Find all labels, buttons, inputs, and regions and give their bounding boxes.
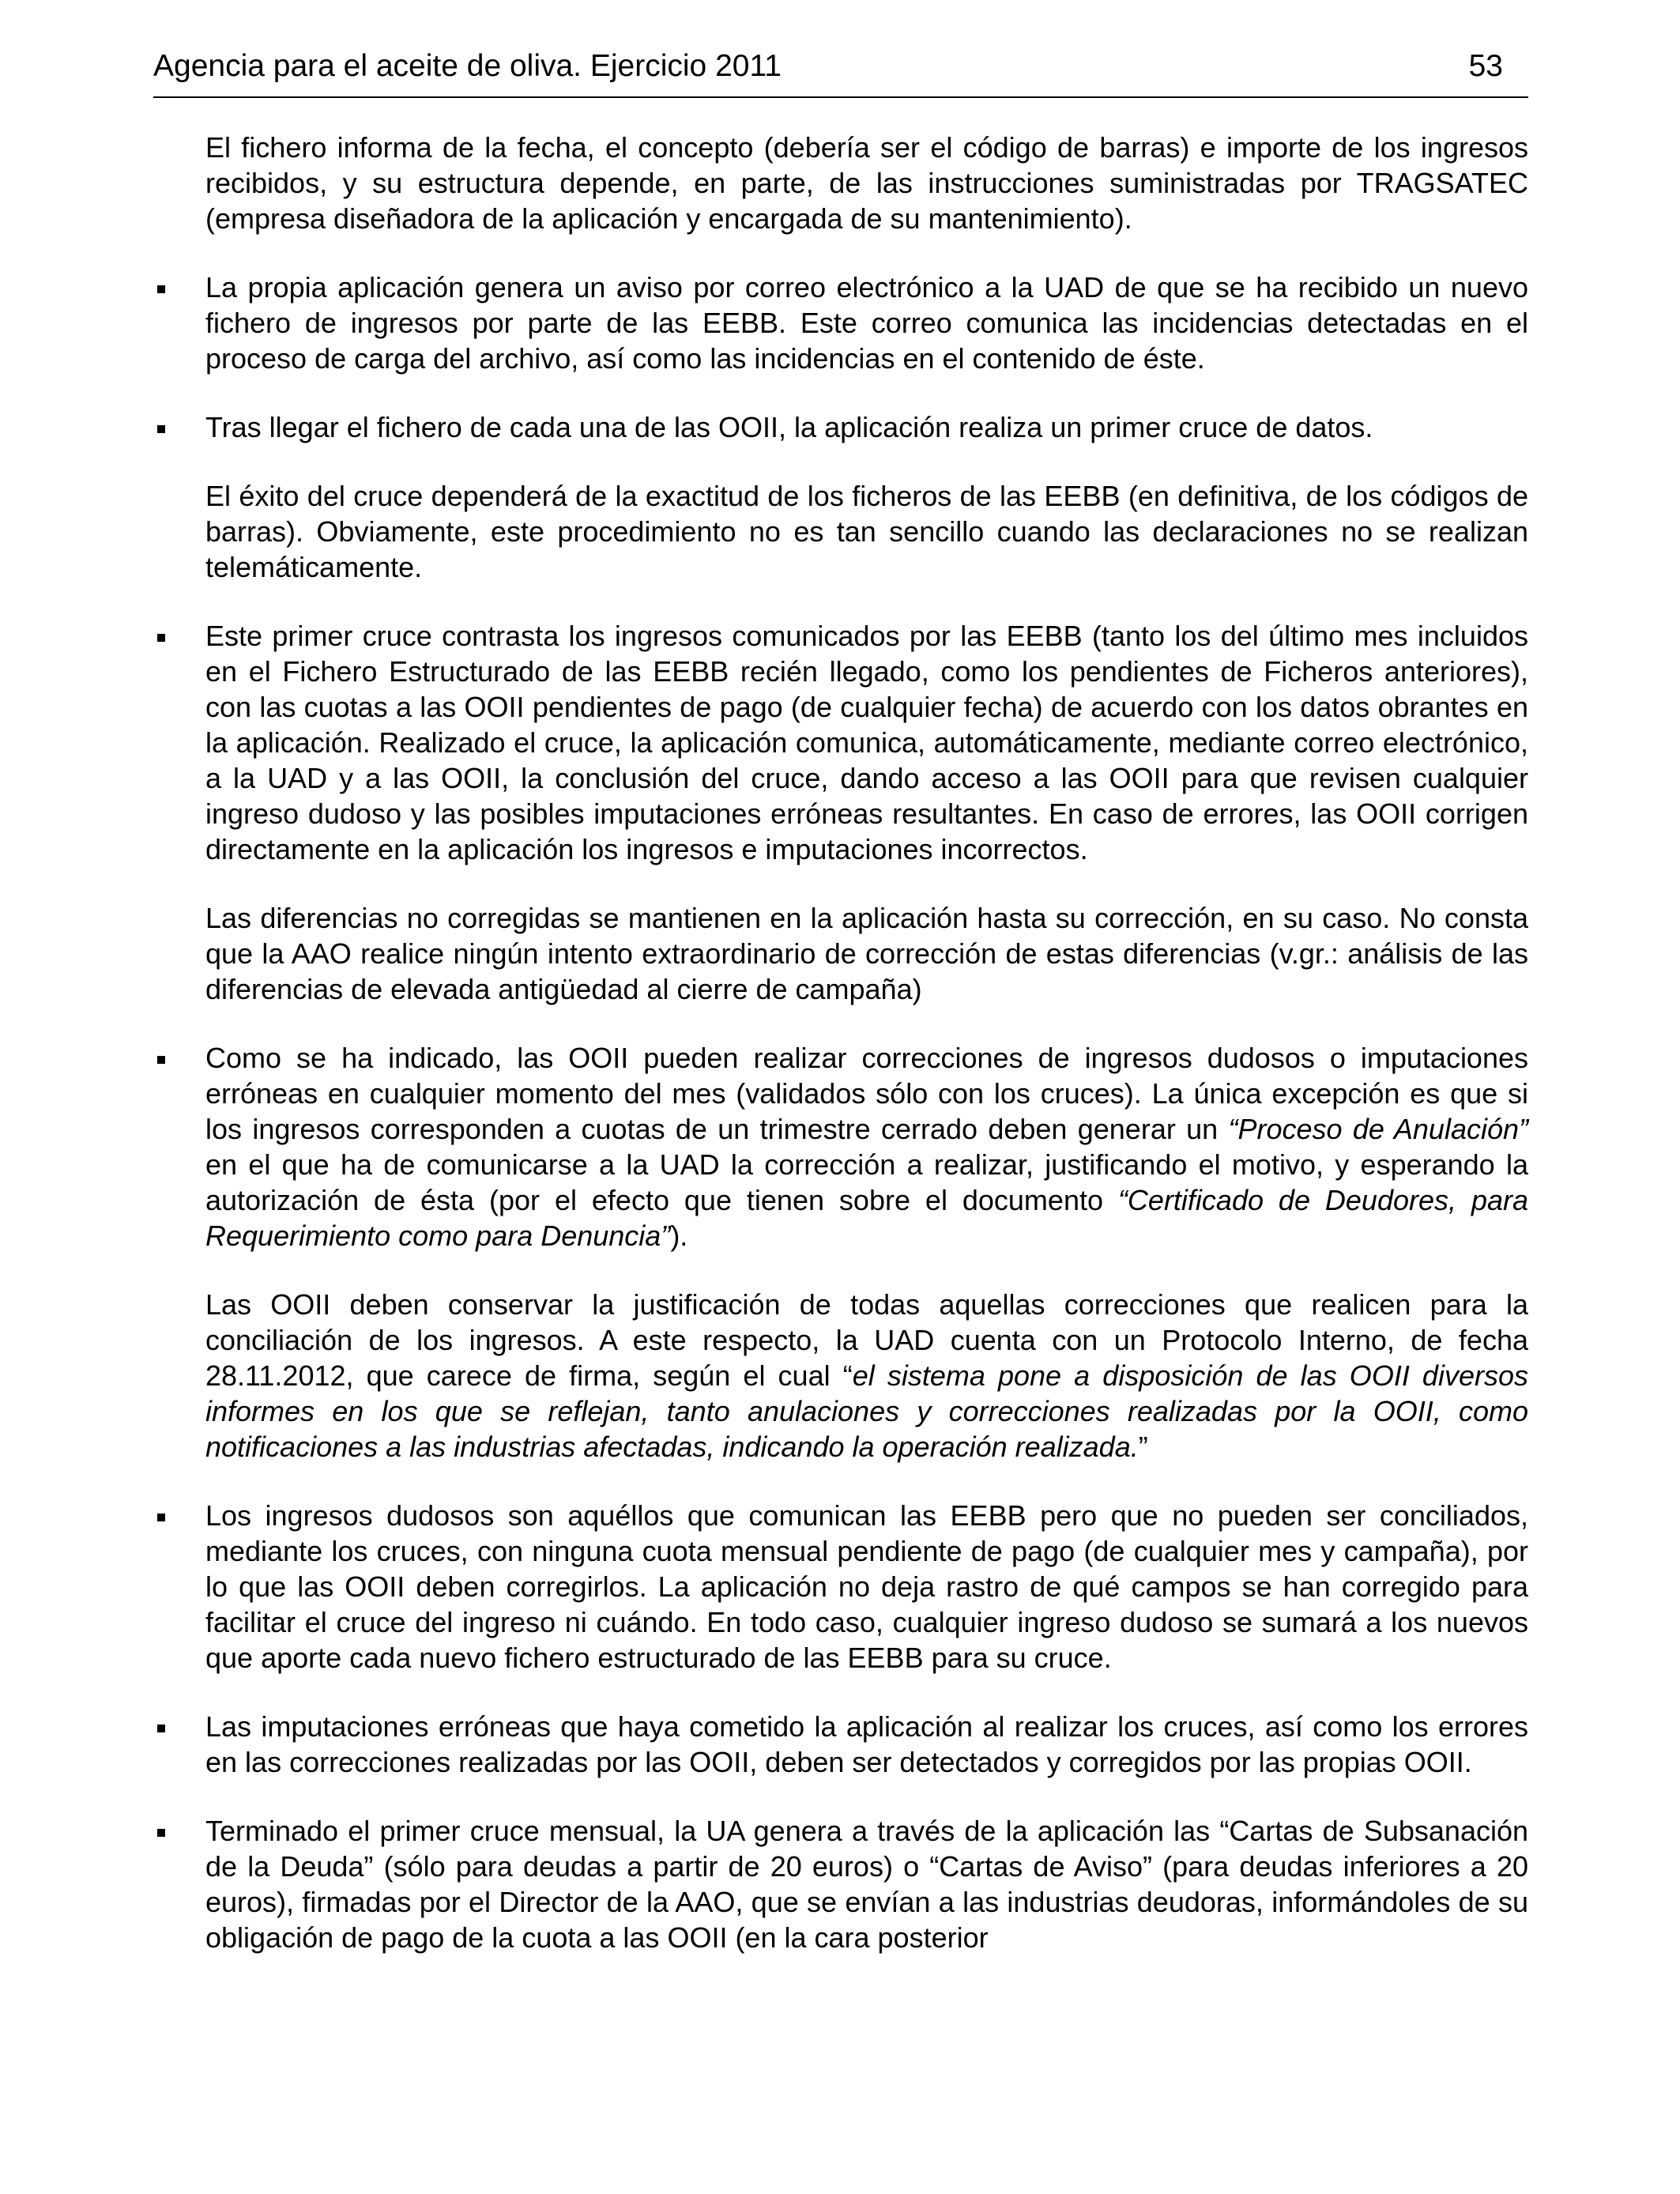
square-bullet-icon [157, 285, 165, 293]
paragraph: Este primer cruce contrasta los ingresos comunicados por las EEBB (tanto los del último mes incluidos en el Fichero Estructurado de las EEBB recién llegado, como los pendientes de Ficheros anteriores), con las cuotas a las OOII pendientes de pago (de cualquier fecha) de acuerdo con los datos obrantes en la aplicación. Realizado el cruce, la aplicación comunica, automáticamente, mediante correo electrónico, a la UAD y a las OOII, la conclusión del cruce, dando acceso a las OOII para que revisen cualquier ingreso dudoso y las posibles imputaciones erróneas resultantes. En caso de errores, las OOII corrigen directamente en la aplicación los ingresos e imputaciones incorrectos. [205, 620, 1528, 865]
square-bullet-icon [157, 1514, 165, 1521]
paragraph: Tras llegar el fichero de cada una de las OOII, la aplicación realiza un primer cruce de datos. [205, 411, 1373, 443]
bullet-item-5 [155, 1498, 1528, 1676]
page-number: 53 [1468, 49, 1503, 83]
bullet-item-3 [155, 618, 1528, 1007]
paragraph: Los ingresos dudosos son aquéllos que comunican las EEBB pero que no pueden ser conciliados, mediante los cruces, con ninguna cuota mensual pendiente de pago (de cualquier mes y campaña), por lo que las OOII deben corregirlos. La aplicación no deja rastro de qué campos se han corregido para facilitar el cruce del ingreso ni cuándo. En todo caso, cualquier ingreso dudoso se sumará a los nuevos que aporte cada nuevo fichero estructurado de las EEBB para su cruce. [205, 1499, 1528, 1674]
paragraph: Las diferencias no corregidas se mantienen en la aplicación hasta su corrección, en su caso. No consta que la AAO realice ningún intento extraordinario de corrección de estas diferencias (v.gr.: análisis de las diferencias de elevada antigüedad al cierre de campaña) [205, 902, 1528, 1005]
square-bullet-icon [157, 634, 165, 642]
square-bullet-icon [157, 425, 165, 433]
italic-text-run: “Certificado de Deudores, para Requerimiento como para Denuncia” [205, 1184, 1528, 1252]
page-content [155, 130, 1528, 1989]
text-run: ” [1138, 1431, 1148, 1463]
paragraph: La propia aplicación genera un aviso por correo electrónico a la UAD de que se ha recibido un nuevo fichero de ingresos por parte de las EEBB. Este correo comunica las incidencias detectadas en el proceso de carga del archivo, así como las incidencias en el contenido de éste. [205, 271, 1528, 375]
bullet-item-6 [155, 1709, 1528, 1780]
paragraph: Las imputaciones erróneas que haya cometido la aplicación al realizar los cruces, así como los errores en las correcciones realizadas por las OOII, deben ser detectados y corregidos por las propias OOII. [205, 1710, 1528, 1778]
square-bullet-icon [157, 1829, 165, 1837]
page-header [153, 47, 1528, 98]
text-run: Las OOII deben conservar la justificación de todas aquellas correcciones que realicen para la conciliación de los ingresos. A este respecto, la UAD cuenta con un Protocolo Interno, de fecha 28.11.2012, que carece de firma, según el cual “ [205, 1288, 1528, 1392]
paragraph [205, 1287, 1528, 1465]
text-run: ). [670, 1220, 688, 1252]
intro-paragraph: El fichero informa de la fecha, el concepto (debería ser el código de barras) e importe de los ingresos recibidos, y su estructura depende, en parte, de las instrucciones suministradas por TRAGSATEC (empresa diseñadora de la aplicación y encargada de su mantenimiento). [205, 131, 1528, 235]
header-title: Agencia para el aceite de oliva. Ejercicio 2011 [153, 49, 782, 83]
text-run: en el que ha de comunicarse a la UAD la corrección a realizar, justificando el motivo, y esperando la autorización de ésta (por el efecto que tienen sobre el documento [205, 1148, 1528, 1216]
italic-text-run: “Proceso de Anulación” [1228, 1113, 1528, 1145]
paragraph: El éxito del cruce dependerá de la exactitud de los ficheros de las EEBB (en definitiva, de los códigos de barras). Obviamente, este procedimiento no es tan sencillo cuando las declaraciones no se realizan telemáticamente. [205, 480, 1528, 583]
bullet-item-7 [155, 1813, 1528, 1955]
paragraph [205, 1040, 1528, 1253]
square-bullet-icon [157, 1056, 165, 1064]
intro-paragraph-block [155, 130, 1528, 236]
bullet-item-4 [155, 1040, 1528, 1465]
paragraph: Terminado el primer cruce mensual, la UA genera a través de la aplicación las “Cartas de Subsanación de la Deuda” (sólo para deudas a partir de 20 euros) o “Cartas de Aviso” (para deudas inferiores a 20 euros), firmadas por el Director de la AAO, que se envían a las industrias deudoras, informándoles de su obligación de pago de la cuota a las OOII (en la cara posterior [205, 1815, 1528, 1954]
bullet-item-2 [155, 409, 1528, 585]
text-run: Como se ha indicado, las OOII pueden realizar correcciones de ingresos dudosos o imputaciones erróneas en cualquier momento del mes (validados sólo con los cruces). La única excepción es que si los ingresos corresponden a cuotas de un trimestre cerrado deben generar un [205, 1042, 1528, 1145]
bullet-item-1 [155, 270, 1528, 376]
square-bullet-icon [157, 1725, 165, 1732]
italic-quote: el sistema pone a disposición de las OOII diversos informes en los que se reflejan, tanto anulaciones y correcciones realizadas por la OOII, como notificaciones a las industrias afectadas, indicando la operación realizada. [205, 1359, 1528, 1463]
